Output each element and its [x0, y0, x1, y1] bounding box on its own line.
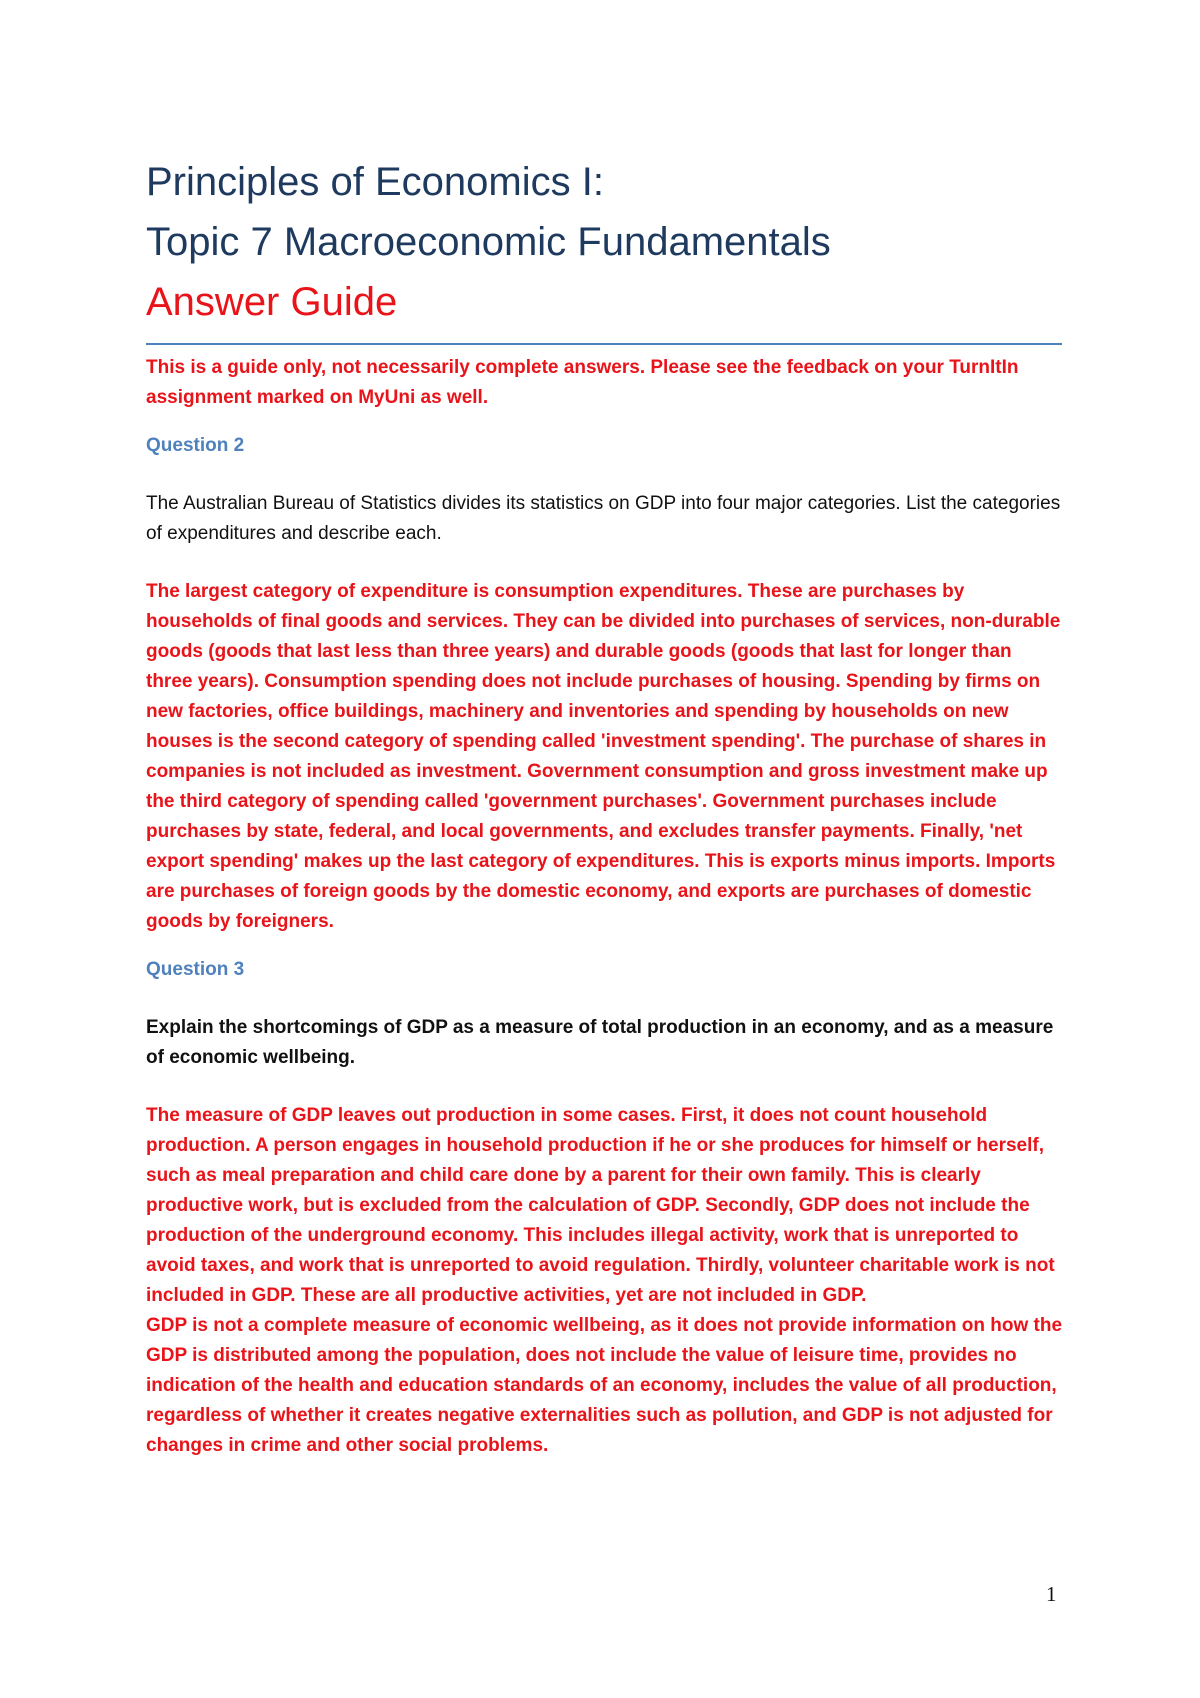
page-number: 1: [1046, 1582, 1057, 1606]
question-2-section: [146, 431, 1062, 937]
question-3-answer-continued: GDP is not a complete measure of economic wellbeing, as it does not provide information on how the GDP is distributed among the population, does not include the value of leisure time, provides no indication of the health and education standards of an economy, includes the value of all production, regardless of whether it creates negative externalities such as pollution, and GDP is not adjusted for changes in crime and other social problems.: [146, 1315, 1063, 1456]
title-line-3: Answer Guide: [146, 280, 398, 324]
question-3-section: [146, 955, 1062, 1461]
page-content: [146, 152, 1062, 1461]
title-line-2: Topic 7 Macroeconomic Fundamentals: [146, 220, 831, 264]
intro-note: This is a guide only, not necessarily complete answers. Please see the feedback on your TurnItIn assignment marked on MyUni as well.: [146, 357, 1019, 408]
question-3-heading: Question 3: [146, 959, 245, 980]
title-divider: [146, 343, 1062, 345]
question-2-text: The Australian Bureau of Statistics divides its statistics on GDP into four major categories. List the categories of expenditures and describe each.: [146, 493, 1061, 544]
title-line-1: Principles of Economics I:: [146, 160, 604, 204]
question-3-text: Explain the shortcomings of GDP as a measure of total production in an economy, and as a measure of economic wellbeing.: [146, 1017, 1054, 1068]
question-2-answer: The largest category of expenditure is consumption expenditures. These are purchases by households of final goods and services. They can be divided into purchases of services, non-durable goods (goods that last less than three years) and durable goods (goods that last for longer than three years). Consumption spending does not include purchases of housing. Spending by firms on new factories, office buildings, machinery and inventories and spending by households on new houses is the second category of spending called 'investment spending'. The purchase of shares in companies is not included as investment. Government consumption and gross investment make up the third category of spending called 'government purchases'. Government purchases include purchases by state, federal, and local governments, and excludes transfer payments. Finally, 'net export spending' makes up the last category of expenditures. This is exports minus imports. Imports are purchases of foreign goods by the domestic economy, and exports are purchases of domestic goods by foreigners.: [146, 581, 1061, 932]
question-3-answer: The measure of GDP leaves out production in some cases. First, it does not count household production. A person engages in household production if he or she produces for himself or herself, such as meal preparation and child care done by a parent for their own family. This is clearly productive work, but is excluded from the calculation of GDP. Secondly, GDP does not include the production of the underground economy. This includes illegal activity, work that is unreported to avoid taxes, and work that is unreported to avoid regulation. Thirdly, volunteer charitable work is not included in GDP. These are all productive activities, yet are not included in GDP.: [146, 1105, 1055, 1306]
question-2-heading: Question 2: [146, 435, 245, 456]
